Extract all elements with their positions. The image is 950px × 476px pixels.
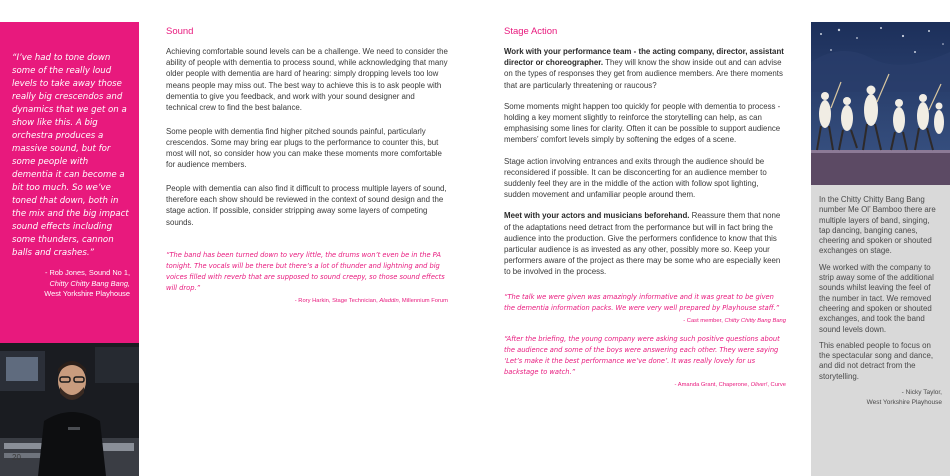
case-study-panel — [811, 185, 950, 476]
attribution-name: - Nicky Taylor, — [901, 389, 942, 397]
attr-suffix: , Curve — [767, 381, 786, 388]
stage-paragraph-lead: Meet with your actors and musicians beforehand. — [504, 211, 690, 221]
attr-prefix: - Cast member, — [683, 317, 725, 324]
sound-quote-attribution — [166, 298, 448, 304]
attribution-name: - Rob Jones, Sound No 1, — [44, 268, 130, 277]
case-study-attribution — [819, 388, 942, 407]
stage-pull-quote: “The talk we were given was amazingly informative and it was great to be given the dementia information packs. We were very well prepared by Playhouse staff.” — [504, 292, 780, 312]
stage-pull-quote: “After the briefing, the young company were asking such positive questions about the audience and some of the boys were answering each other. They were saying ‘Let’s make it the best performance we’ve done’. It was really lovely for us backstage to watch.” — [504, 334, 780, 376]
stage-paragraph — [504, 46, 786, 91]
attr-show: Aladdin — [379, 297, 399, 304]
stage-action-section — [504, 26, 786, 396]
attribution-venue: West Yorkshire Playhouse — [44, 289, 130, 298]
sound-paragraph: Achieving comfortable sound levels can be a challenge. We need to consider the ability of people with dementia to process sound, while acknowledging that many older people with dementia are hard of hearing: simply dropping levels too low means people may miss out. The best way to achieve this is to ask people with dementia to give you feedback, and work with your sound designer and technical crew to find the best balance. — [166, 47, 448, 113]
stage-paragraph-lead: Work with your performance team - the acting company, director, assistant director or choreographer. — [504, 47, 784, 68]
case-study-paragraph: We worked with the company to strip away some of the additional sounds whilst leaving the feel of the number in tact. We removed cheering and spoken or shouted exchanges, and took the band sound levels down. — [819, 262, 934, 334]
case-study-paragraph: This enabled people to focus on the spectacular song and dance, and did not detract from the storytelling. — [819, 340, 934, 381]
stage-action-heading: Stage Action — [504, 26, 558, 37]
pull-quote-text: “I’ve had to tone down some of the really loud levels to take away those really big crescendos and dynamics that we get on a show like this. A big orchestra produces a massive sound, but for some people with dementia it can become a bit too much. So we’ve toned that down, both in the mix and the big impact sound effects including some thunders, cannon balls and crashes.” — [12, 53, 129, 258]
sound-paragraph: People with dementia can also find it difficult to process multiple layers of sound, therefore each show should be reviewed in the context of sound design and the stage action. If possible, consider stripping away some layers of competing sounds. — [166, 184, 447, 227]
stage-paragraph-body: Reassure them that none of the adaptations need detract from the performance but will in fact bring the audience into the production. Give the performers confidence to know that this particular audience is as invested as any other, possibly more so. Keep your performers aware of the project as there may be some who are especially keen to be involved in the process. — [504, 211, 781, 277]
pull-quote-attribution — [12, 268, 130, 300]
stage-paragraph — [504, 210, 786, 277]
sound-paragraph: Some people with dementia find higher pitched sounds painful, particularly crescendos. Some may bring ear plugs to the performance to counter this, but most will not, so consider how you can make these moments more comfortable for audience members. — [166, 126, 442, 170]
page-number-left: 20 — [12, 453, 21, 462]
sound-pull-quote: “The band has been turned down to very little, the drums won’t even be in the PA tonight. The vocals will be there but there’s a lot of thunder and lightning and big voices filled with reverb that are supposed to sound creepy, so those sound effects will drop.” — [166, 250, 445, 292]
sound-heading: Sound — [166, 26, 194, 37]
attr-prefix: - Rory Harkin, Stage Technician, — [294, 297, 380, 304]
stage-paragraph: Stage action involving entrances and exits through the audience should be reconsidered if possible. It can be disconcerting for an audience member to suddenly feel they are in the middle of the action with follow spot lighting, sudden movement and unfamiliar people around them. — [504, 156, 767, 200]
attribution-show: Chitty Chitty Bang Bang, — [49, 278, 130, 288]
sound-section — [166, 26, 448, 312]
attr-show: Chitty Chitty Bang Bang — [724, 317, 786, 324]
attribution-venue: West Yorkshire Playhouse — [866, 398, 942, 406]
stage-performance-photo — [811, 22, 950, 185]
stage-paragraph: Some moments might happen too quickly for people with dementia to process - holding a key moment slightly to reinforce the storytelling can help, as can emphasising some lines for clarity. Often it can be possible to support audience members’ comfort levels simply by softening the edges of a scene. — [504, 101, 781, 145]
attr-show: Oliver! — [750, 381, 768, 388]
pull-quote-panel — [0, 22, 139, 343]
case-study-paragraph: In the Chitty Chitty Bang Bang number Me Ol’ Bamboo there are multiple layers of band, singing, tap dancing, banging canes, cheering and spoken or shouted exchanges on stage. — [819, 195, 936, 256]
attr-suffix: , Millennium Forum — [398, 297, 448, 304]
attr-prefix: - Amanda Grant, Chaperone, — [674, 381, 751, 388]
stage-quote-attribution — [504, 382, 786, 388]
stage-paragraph-body: They will know the show inside out and can advise on the types of responses they get from audience members. Are there moments that are particularly threatening or raucous? — [504, 58, 783, 90]
stage-quote-attribution — [504, 318, 786, 324]
stage-performance-illustration — [811, 22, 950, 185]
